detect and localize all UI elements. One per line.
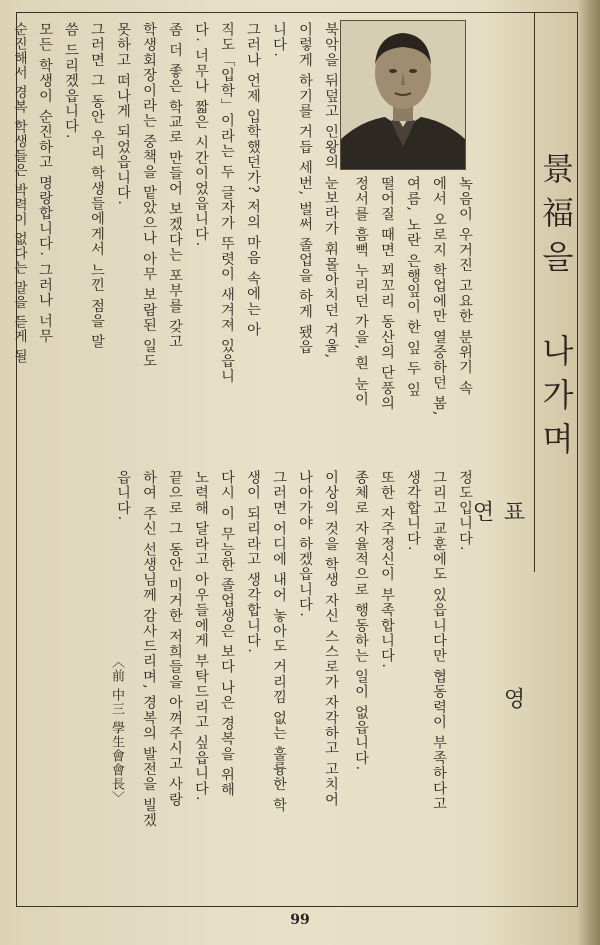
body-column-24: 이상의 것을 학생 자신 스스로가 자각하고 고치어 <box>323 470 339 808</box>
body-column-7: 니다. <box>271 22 287 58</box>
article-title: 景福을 나가며 <box>537 152 575 466</box>
body-column-26: 그러면 어디에 내어 놓아도 거리낌 없는 훌륭한 학 <box>271 470 287 813</box>
body-column-16: 모든 학생이 순진하고 명랑합니다. 그러나 너무 <box>37 22 53 344</box>
body-column-21: 생각합니다. <box>405 470 421 552</box>
body-column-10: 다. 너무나 짧은 시간이었읍니다. <box>193 22 209 248</box>
body-column-28: 다시 이 무능한 졸업생은 보다 나은 경복을 위해 <box>219 470 235 798</box>
body-column-29: 노력해 달라고 아우들에게 부탁드리고 싶읍니다. <box>193 470 209 802</box>
title-box <box>534 12 577 572</box>
body-column-6: 이렇게 하기를 거듭 세번, 벌써 졸업을 하게 됐읍 <box>297 22 313 355</box>
body-column-23: 종체로 자율적으로 행동하는 일이 없읍니다. <box>353 470 369 772</box>
body-column-27: 생이 되리라고 생각합니다. <box>245 470 261 654</box>
author-affiliation: 〈前 中三 學生會會長〉 <box>109 655 124 806</box>
portrait-illustration <box>341 21 465 169</box>
body-column-31: 하여 주신 선생님께 감사드리며, 경복의 발전을 빌겠 <box>141 470 157 828</box>
body-column-18: 순진해서 경복 학생들은 박력이 없다는 말을 듣게 될 <box>11 22 27 364</box>
body-column-25: 나아가야 하겠읍니다. <box>297 470 313 618</box>
body-column-20: 그리고 교훈에도 있읍니다만 협동력이 부족하다고 <box>431 470 447 812</box>
body-column-15: 씀 드리겠읍니다. <box>63 22 79 140</box>
body-column-13: 못하고 떠나게 되었읍니다. <box>115 22 131 206</box>
body-column-12: 학생회장이라는 중책을 맡았으나 아무 보람된 일도 <box>141 22 157 369</box>
page-binding-shadow <box>578 0 600 945</box>
body-column-32: 읍니다. <box>115 470 131 522</box>
body-column-11: 좀 더 좋은 학교로 만들어 보겠다는 포부를 갖고 <box>167 22 183 350</box>
body-column-4: 떨어질 때면 꾀꼬리 동산의 단풍의 <box>379 176 395 411</box>
body-column-1: 녹음이 우거진 고요한 분위기 속 <box>457 176 473 396</box>
body-column-17: 북악을 뒤덮고 인왕의 눈보라가 휘몰아치던 겨울, <box>323 22 339 360</box>
body-column-9: 직도「입학」이라는 두 글자가 뚜렷이 새겨져 있읍니 <box>219 22 235 384</box>
body-column-2: 에서 오로지 학업에만 열중하던 봄, <box>431 176 447 417</box>
body-column-30: 끝으로 그 동안 미거한 저희들을 아껴주시고 사랑 <box>167 470 183 808</box>
body-column-5: 정서를 흠뻑 누리던 가을, 흰 눈이 <box>353 176 369 407</box>
page-number: 99 <box>290 912 310 928</box>
author-name: 표 영 연 <box>469 500 525 779</box>
body-column-14: 그러면 그 동안 우리 학생들에게서 느낀 점을 말 <box>89 22 105 350</box>
body-column-22: 또한 자주정신이 부족합니다. <box>379 470 395 669</box>
body-column-8: 그러나 언제 입학했던가? 저의 마음 속에는 아 <box>245 22 261 338</box>
body-column-3: 여름, 노란 은행잎이 한 잎 두 잎 <box>405 176 421 397</box>
body-column-19: 정도입니다. <box>457 470 473 552</box>
author-portrait-photo <box>340 20 466 170</box>
